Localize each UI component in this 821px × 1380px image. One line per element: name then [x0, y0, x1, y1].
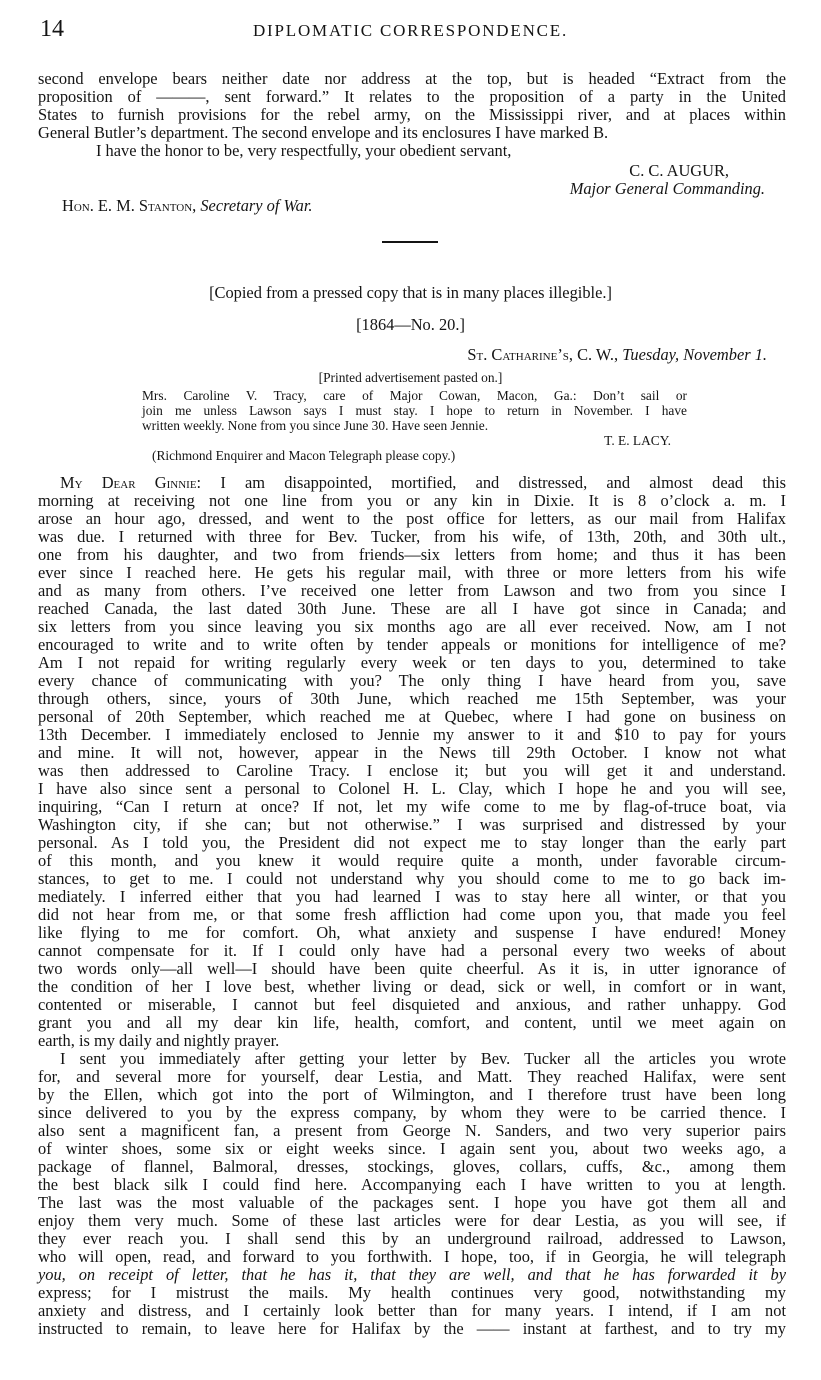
text-line: for, and several more for yourself, dear Lestia, and Matt. They reached Halifax, were sent [38, 1067, 786, 1086]
text-line: one from his daughter, and two from friends—six letters from home; and thus it has been [38, 545, 786, 564]
text-line: instructed to remain, to leave here for Halifax by the —— instant at farthest, and to try my [38, 1319, 786, 1338]
text-line: and mine. It will not, however, appear in the News till 29th October. I know not what [38, 743, 786, 762]
text-line: reached Canada, the last dated 30th June. These are all I have got since in Canada; and [38, 599, 786, 618]
text-line: package of flannel, Balmoral, dresses, stockings, gloves, collars, cuffs, &c., among them [38, 1157, 786, 1176]
text-line: ever since I reached here. He gets his regular mail, with three or more letters from his wife [38, 563, 786, 582]
text-line: the condition of her I love best, whether living or dead, sick or well, in comfort or in want, [38, 977, 786, 996]
text-line: second envelope bears neither date nor address at the top, but is headed “Extract from the [38, 69, 786, 88]
dateline-place: St. Catharine’s, C. W., [467, 345, 619, 364]
signature-title: Major General Commanding. [569, 179, 765, 198]
editorial-note: [Copied from a pressed copy that is in many places illegible.] [209, 283, 612, 302]
text-line: General Butler’s department. The second envelope and its enclosures I have marked B. [38, 123, 609, 142]
advertisement-line: join me unless Lawson says I must stay. I hope to return in November. I have [142, 403, 687, 418]
text-line: by the Ellen, which got into the port of Wilmington, and I therefore trust have been long [38, 1085, 786, 1104]
dateline-date: Tuesday, November 1. [622, 345, 767, 364]
text-line: like flying to me for comfort. Oh, what anxiety and suspense I have endured! Money [38, 923, 786, 942]
text-line: was due. I returned with three for Bev. Tucker, from his wife, of 13th, 20th, and 30th ult., [38, 527, 786, 546]
text-line: of winter shoes, some six or eight weeks since. I again sent you, about two weeks ago, a [38, 1139, 786, 1158]
text-line: you, on receipt of letter, that he has it, that they are well, and that he has forwarded it by [38, 1265, 786, 1284]
section-divider [382, 241, 438, 243]
text-line: I sent you immediately after getting your letter by Bev. Tucker all the articles you wrote [60, 1049, 786, 1068]
text-line: six letters from you since leaving you six months ago are all ever received. Now, am I not [38, 617, 786, 636]
text-line: stances, to get to me. I could not understand why you should come to me to go back im- [38, 869, 786, 888]
text-line: The last was the most valuable of the packages sent. I hope you have got them all and [38, 1193, 786, 1212]
page-number: 14 [40, 16, 64, 42]
text-line: encouraged to write and to write often by tender appeals or monitions for intelligence of me? [38, 635, 786, 654]
salutation: My Dear Ginnie: [60, 473, 202, 492]
text-line: and as many from others. I’ve received one letter from Lawson and two from you since I [38, 581, 786, 600]
dateline [467, 346, 767, 364]
text-line: morning at receiving not one line from you or any kin in Dixie. It is 8 o’clock a. m. I [38, 491, 786, 510]
addressee-name: Hon. E. M. Stanton, [62, 196, 197, 215]
text-line: every chance of communicating with you? The only thing I have heard from you, save [38, 671, 786, 690]
text-line: two words only—all well—I should have been quite cheerful. As it is, in utter ignorance of [38, 959, 786, 978]
advertisement-footer: (Richmond Enquirer and Macon Telegraph please copy.) [152, 448, 456, 463]
text-line: also sent a magnificent fan, a present from George N. Sanders, and two very superior pairs [38, 1121, 786, 1140]
advertisement-line: written weekly. None from you since June 30. Have seen Jennie. [142, 418, 489, 433]
text-line: Am I not repaid for writing regularly every week or ten days to you, determined to take [38, 653, 786, 672]
text-line: 13th December. I immediately enclosed to Jennie my answer to it and $10 to pay for yours [38, 725, 786, 744]
text-line: they ever reach you. I shall send this by an underground railroad, addressed to Lawson, [38, 1229, 786, 1248]
text-line: Washington city, if she can; but not otherwise.” I was surprised and distressed by your [38, 815, 786, 834]
text-line: enjoy them very much. Some of these last articles were for dear Lestia, as you will see, if [38, 1211, 786, 1230]
text-line [60, 474, 786, 492]
text-line: States to furnish provisions for the rebel army, on the Mississippi river, and at places within [38, 105, 786, 124]
text-line: was then addressed to Caroline Tracy. I enclose it; but you will get it and understand. [38, 761, 786, 780]
text-line: of this month, and you knew it would require quite a month, under favorable circum- [38, 851, 786, 870]
text-line: through others, since, yours of 30th June, which reached me 15th September, was your [38, 689, 786, 708]
text-line: the best black silk I could find here. Accompanying each I have written to you at length. [38, 1175, 786, 1194]
text-line: personal. As I told you, the President did not expect me to stay longer than the early part [38, 833, 786, 852]
closing-line: I have the honor to be, very respectfully, your obedient servant, [96, 141, 512, 160]
text-line: inquiring, “Can I return at once? If not, let my wife come to me by flag-of-truce boat, via [38, 797, 786, 816]
text-line: express; for I mistrust the mails. My health continues very good, notwithstanding my [38, 1283, 786, 1302]
advertisement-heading: [Printed advertisement pasted on.] [318, 370, 503, 385]
text-line: anxiety and distress, and I certainly look better than for many years. I intend, if I am not [38, 1301, 786, 1320]
text-line: who will open, read, and forward to you forthwith. I hope, too, if in Georgia, he will telegraph [38, 1247, 786, 1266]
text-line: arose an hour ago, dressed, and went to the post office for letters, as our mail from Halifax [38, 509, 786, 528]
text-line: proposition of ———, sent forward.” It relates to the proposition of a party in the United [38, 87, 786, 106]
text-line: I have also since sent a personal to Colonel H. L. Clay, which I hope he and you will see, [38, 779, 786, 798]
signature-name: C. C. AUGUR, [629, 161, 729, 180]
advertisement-line: Mrs. Caroline V. Tracy, care of Major Cowan, Macon, Ga.: Don’t sail or [142, 388, 687, 403]
text-line: mediately. I inferred either that you had learned I was to stay here all winter, or that you [38, 887, 786, 906]
text-line: earth, is my daily and nightly prayer. [38, 1031, 280, 1050]
page-header [0, 16, 821, 42]
addressee-title: Secretary of War. [200, 196, 313, 215]
addressee [62, 197, 313, 215]
text-line: contented or miserable, I cannot but feel disquieted and anxious, and rather unhappy. God [38, 995, 786, 1014]
letter-number: [1864—No. 20.] [356, 315, 465, 334]
body-line: I am disappointed, mortified, and distressed, and almost dead this [220, 473, 786, 492]
text-line: did not hear from me, or that some fresh affliction had come upon you, that made you feel [38, 905, 786, 924]
advertisement-signature: T. E. LACY. [604, 433, 671, 448]
text-line: grant you and all my dear kin life, health, comfort, and content, until we meet again on [38, 1013, 786, 1032]
running-title: DIPLOMATIC CORRESPONDENCE. [252, 21, 569, 40]
text-line: since delivered to you by the express company, by whom they were to be carried thence. I [38, 1103, 786, 1122]
text-line: cannot compensate for it. If I could only have had a personal every two weeks of about [38, 941, 786, 960]
text-line: personal of 20th September, which reached me at Quebec, where I had gone on business on [38, 707, 786, 726]
